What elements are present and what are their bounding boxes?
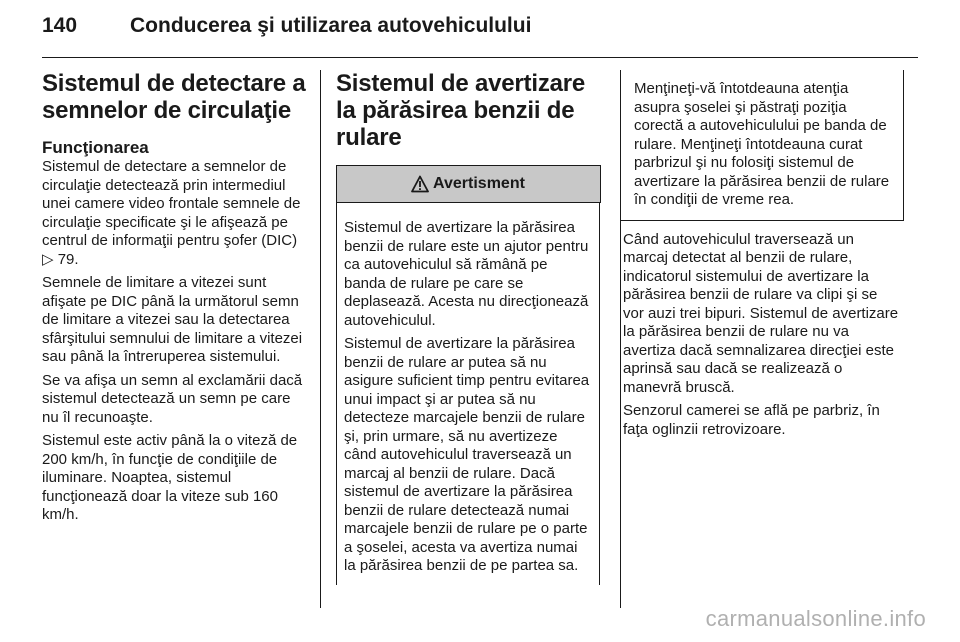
paragraph: Semnele de limitare a vitezei sunt afişate pe DIC până la următorul semn de limitare a vitezei sau la detectarea sfârşitului semnului de limitare a vitezei sau până la întreruperea sistemului. xyxy=(42,274,303,365)
column-lane-departure xyxy=(336,70,602,585)
traffic-sign-heading: Sistemul de detectare a semnelor de circulaţie xyxy=(42,70,306,124)
column-divider xyxy=(320,70,321,608)
warning-header xyxy=(336,165,601,203)
paragraph: Când autovehiculul traversează un marcaj detectat al benzii de rulare, indicatorul sistemului de avertizare la părăsirea benzii de rulare va clipi şi se vor auzi trei bipuri. Sistemul de avertizare la părăsirea benzii de rulare nu va avertiza dacă semnalizarea direcţiei este aprinsă sau dacă se realizează o manevră bruscă. xyxy=(623,230,899,396)
lane-departure-heading: Sistemul de avertizare la părăsirea benzii de rulare xyxy=(336,70,586,151)
paragraph: Sistemul de detectare a semnelor de circulaţie detectează prin intermediul unei camere video frontale semnele de circulaţie specificate şi le afişează pe centrul de informaţii pentru şofer (DIC) ▷ 79. xyxy=(42,158,301,268)
warning-box xyxy=(336,165,600,585)
column-lane-departure-continued xyxy=(620,70,902,444)
column-traffic-sign-detection xyxy=(42,70,306,530)
warning-paragraph: Sistemul de avertizare la părăsirea benzii de rulare este un ajutor pentru ca autovehiculul să rămână pe banda de rulare pe care se deplasează. Acesta nu direcţionează autovehiculul. xyxy=(344,219,589,329)
section-title: Conducerea şi utilizarea autovehiculului xyxy=(130,14,532,37)
paragraph: Senzorul camerei se află pe parbriz, în faţa oglinzii retrovizoare. xyxy=(623,402,880,438)
function-subheading: Funcţionarea xyxy=(42,138,149,157)
paragraph: Se va afişa un semn al exclamării dacă sistemul detectează un semn pe care nu îl recunoaşte. xyxy=(42,371,303,426)
page-number: 140 xyxy=(42,14,78,37)
warning-paragraph: Menţineţi-vă întotdeauna atenţia asupra şoselei şi păstraţi poziţia corectă a autovehiculului pe banda de rulare. Menţineţi întotdeauna curat parbrizul şi nu folosiţi sistemul de avertizare la părăsirea benzii de rulare în condiţii de vreme rea. xyxy=(634,80,890,208)
watermark: carmanualsonline.info xyxy=(705,606,926,631)
header-divider xyxy=(42,57,918,58)
warning-paragraph: Sistemul de avertizare la părăsirea benzii de rulare ar putea să nu asigure suficient timp pentru evitarea unui impact şi ar putea să nu detecteze marcajele benzii de rulare şi, prin urmare, să nu avertizeze când autovehiculul traversează un marcaj al benzii de rulare. Dacă sistemul de avertizare la părăsirea benzii de rulare detectează numai marcajele benzii de rulare pe o parte a şoselei, acesta va avertiza numai la părăsirea benzii de pe partea sa. xyxy=(344,335,590,574)
warning-title: Avertisment xyxy=(433,175,525,192)
paragraph: Sistemul este activ până la o viteză de 200 km/h, în funcţie de condiţiile de iluminare. Noaptea, sistemul funcţionează doar la viteze sub 160 km/h. xyxy=(42,432,298,523)
warning-triangle-icon xyxy=(411,175,429,193)
warning-box-continued xyxy=(620,70,904,221)
page-header xyxy=(42,14,918,50)
